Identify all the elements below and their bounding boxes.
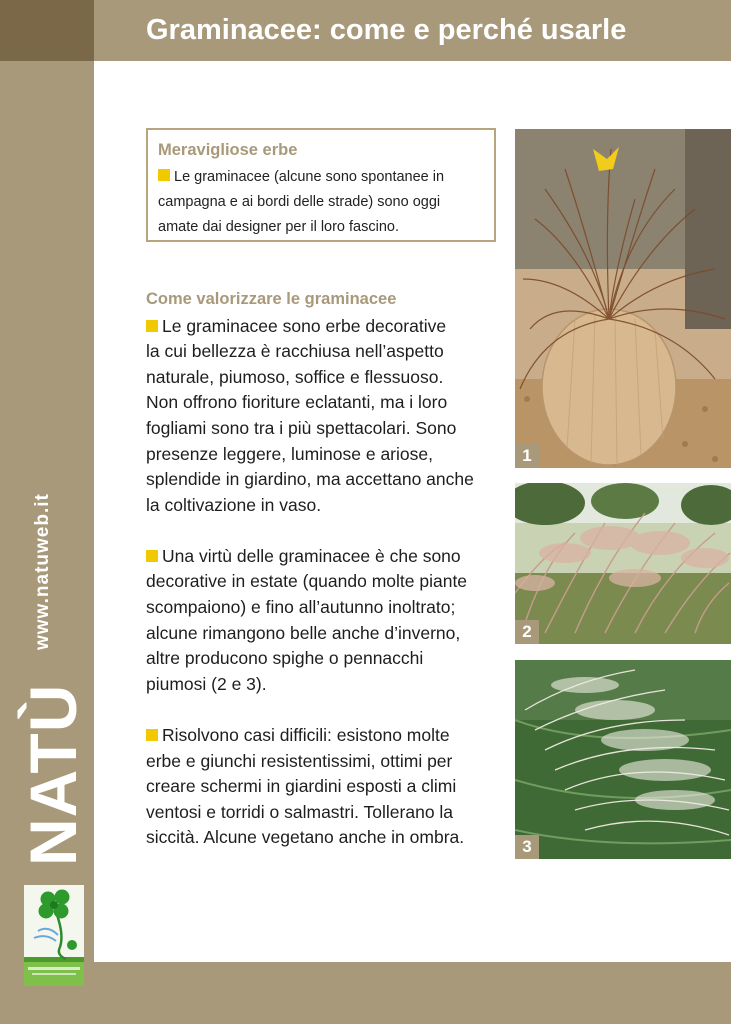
intro-box-text: Le graminacee (alcune sono spontanee in campagna e ai bordi delle strade) sono oggi amate dai designer per il loro fascino. [158, 169, 445, 235]
page-title: Graminacee: come e perché usarle [146, 14, 627, 46]
photo-number-badge: 2 [515, 620, 539, 644]
corner-block [0, 0, 94, 61]
main-article [146, 287, 506, 876]
intro-box-title: Meravigliose erbe [158, 141, 298, 159]
intro-box [146, 128, 496, 242]
bullet-square [146, 729, 158, 741]
photo-number-badge: 3 [515, 835, 539, 859]
photo-pink-plumes [515, 483, 731, 644]
bullet-square [146, 550, 158, 562]
brand-url: www.natuweb.it [32, 493, 53, 650]
footer-bar [94, 962, 731, 1024]
photo-potted-grass [515, 129, 731, 468]
photo-number-badge: 1 [515, 444, 539, 468]
brand-name: NATÙ [16, 683, 90, 866]
section-title: Come valorizzare le graminacee [146, 290, 397, 308]
bullet-square [146, 320, 158, 332]
clover-logo [24, 885, 84, 986]
paragraph: Una virtù delle graminacee è che sono decorative in estate (quando molte piante scompaiono) e fino all’autunno inoltrato; alcune rimangono belle anche d’inverno, altre producono spighe o pennacchi piumosi (2 e 3). [146, 545, 468, 694]
paragraph: Le graminacee sono erbe decorative la cui bellezza è racchiusa nell’aspetto naturale, piumoso, soffice e flessuoso. Non offrono fioriture eclatanti, ma i loro fogliami sono tra i più spettacolari. Sono presenze leggere, luminose e ariose, splendide in giardino, ma accettano anche la coltivazione in vaso. [146, 315, 474, 515]
photo-silver-plumes [515, 660, 731, 859]
bullet-square [158, 169, 170, 181]
paragraph: Risolvono casi difficili: esistono molte erbe e giunchi resistentissimi, ottimi per creare schermi in giardini esposti a climi ventosi e torridi o salmastri. Tollerano la siccità. Alcune vegetano anche in ombra. [146, 724, 465, 848]
